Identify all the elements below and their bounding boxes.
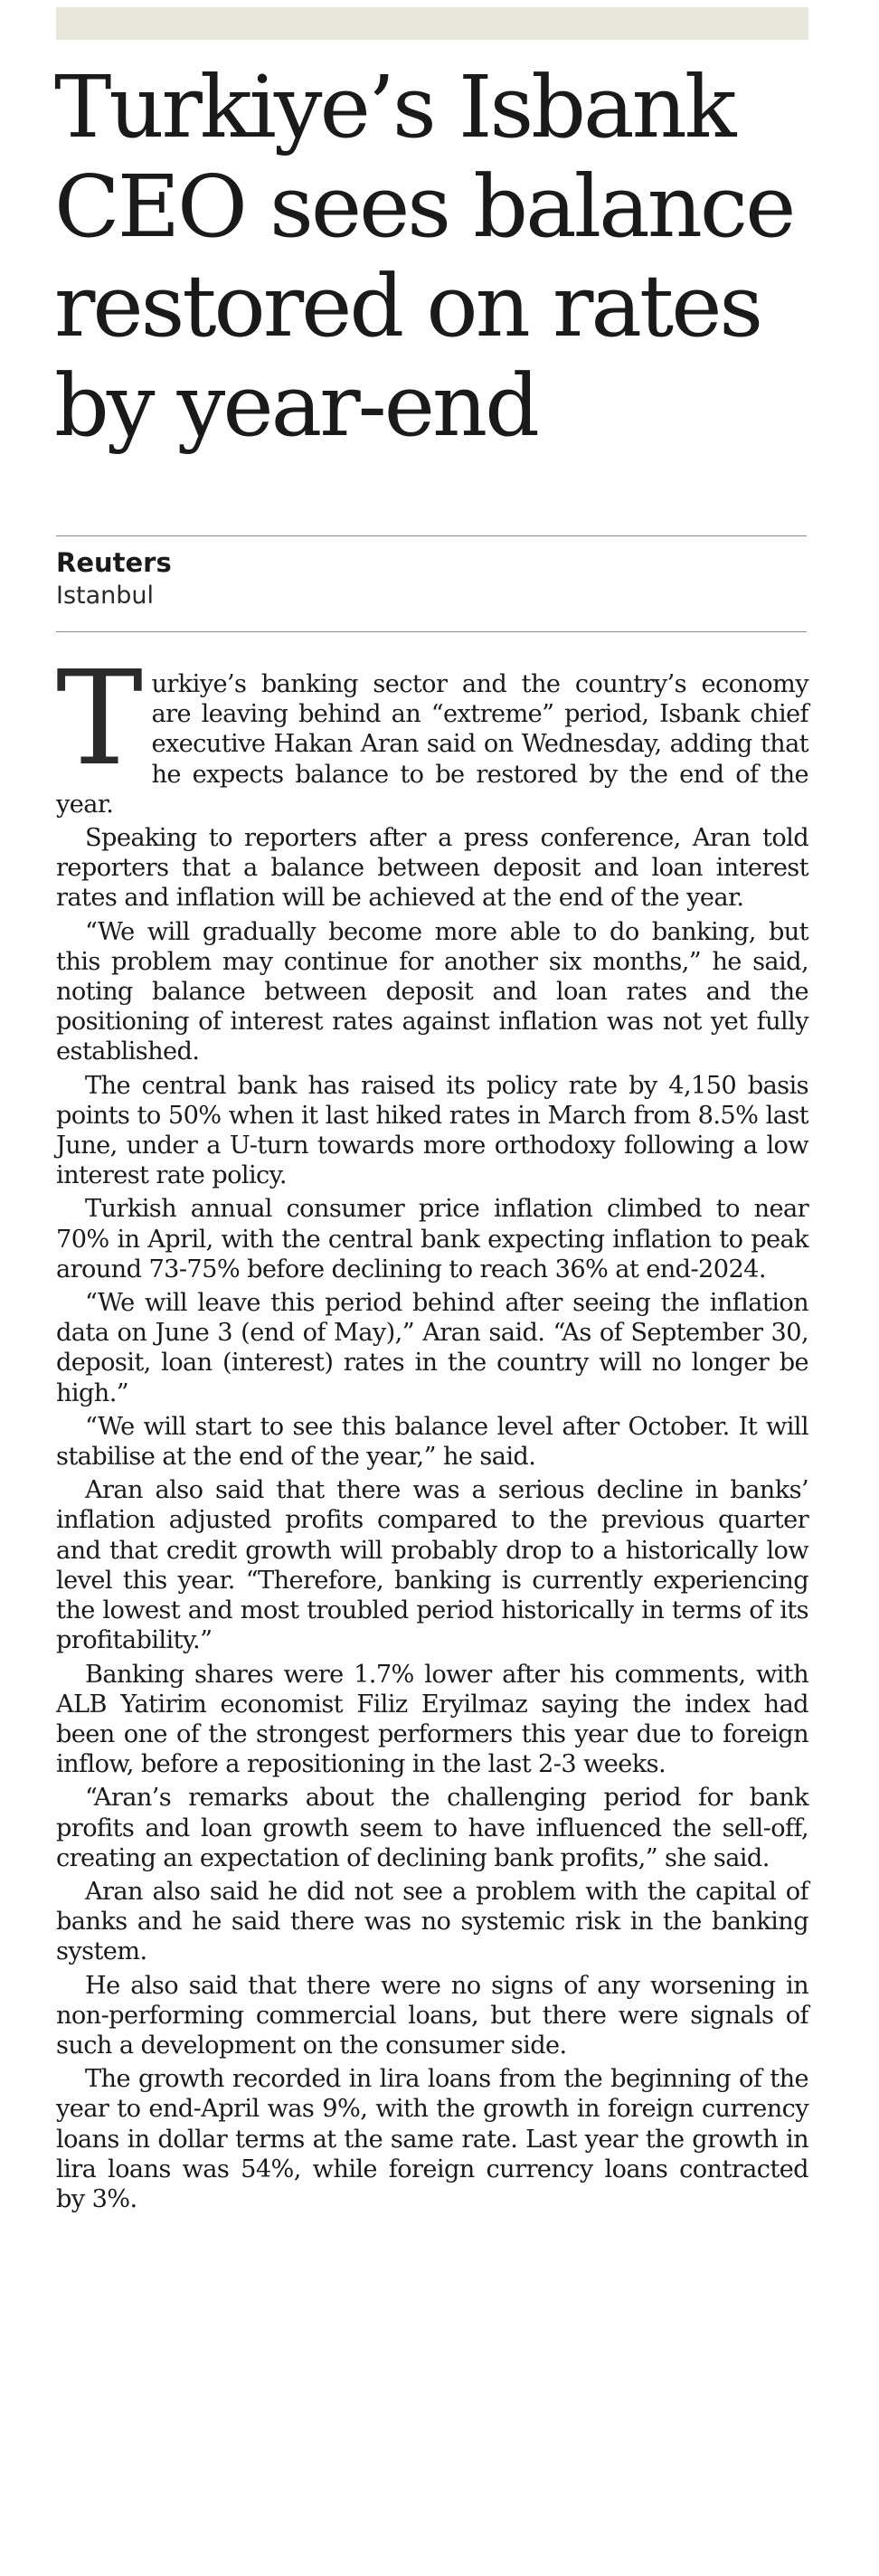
paragraph-10: Aran also said he did not see a problem with the capital of banks and he said there was no systemic risk in the banking system.: [56, 1877, 808, 1966]
byline-bottom-rule: [56, 631, 807, 632]
headline: Turkiye’s Isbank CEO sees balance restored on rates by year-end: [54, 58, 794, 456]
paragraph-11: He also said that there were no signs of any worsening in non-performing commercial loans, but there were signals of such a development on the consumer side.: [56, 1971, 808, 2060]
paragraph-9: “Aran’s remarks about the challenging period for bank profits and loan growth seem to have influenced the sell-off, creating an expectation of declining bank profits,” she said.: [56, 1784, 808, 1872]
paragraph-5: “We will leave this period behind after seeing the inflation data on June 3 (end of May),” Aran said. “As of September 30, deposit, loan (interest) rates in the country will no longer be high.”: [56, 1289, 808, 1407]
paragraph-1: Speaking to reporters after a press conference, Aran told reporters that a balance between deposit and loan interest rates and inflation will be achieved at the end of the year.: [56, 824, 808, 913]
paragraph-6: “We will start to see this balance level after October. It will stabilise at the end of the year,” he said.: [56, 1412, 808, 1472]
lead-text: urkiye’s banking sector and the country’s economy are leaving behind an “extreme” period, Isbank chief executive Hakan Aran said on Wednesday, adding that he expects balance to be restored by the end of the year.: [56, 670, 808, 819]
paragraph-2: “We will gradually become more able to do banking, but this problem may continue for another six months,” he said, noting balance between deposit and loan rates and the positioning of interest rates against inflation was not yet fully established.: [56, 917, 808, 1066]
drop-cap: T: [56, 642, 143, 794]
byline-agency: Reuters: [56, 547, 172, 578]
paragraph-8: Banking shares were 1.7% lower after his comments, with ALB Yatirim economist Filiz Eryilmaz saying the index had been one of the strongest performers this year due to foreign inflow, before a repositioning in the last 2-3 weeks.: [56, 1660, 808, 1779]
lead-paragraph: [56, 642, 808, 819]
byline-city: Istanbul: [56, 582, 155, 610]
section-header-bar: [56, 7, 808, 40]
paragraph-3: The central bank has raised its policy rate by 4,150 basis points to 50% when it last hiked rates in March from 8.5% last June, under a U-turn towards more orthodoxy following a low interest rate policy.: [56, 1071, 808, 1190]
paragraph-4: Turkish annual consumer price inflation climbed to near 70% in April, with the central bank expecting inflation to peak around 73-75% before declining to reach 36% at end-2024.: [56, 1195, 808, 1283]
paragraph-7: Aran also said that there was a serious decline in banks’ inflation adjusted profits compared to the previous quarter and that credit growth will probably drop to a historically low level this year. “Therefore, banking is currently experiencing the lowest and most troubled period historically in terms of its profitability.”: [56, 1476, 808, 1655]
byline-top-rule: [56, 535, 807, 536]
paragraph-12: The growth recorded in lira loans from the beginning of the year to end-April was 9%, with the growth in foreign currency loans in dollar terms at the same rate. Last year the growth in lira loans was 54%, while foreign currency loans contracted by 3%.: [56, 2065, 808, 2213]
article-body: [56, 642, 808, 2218]
